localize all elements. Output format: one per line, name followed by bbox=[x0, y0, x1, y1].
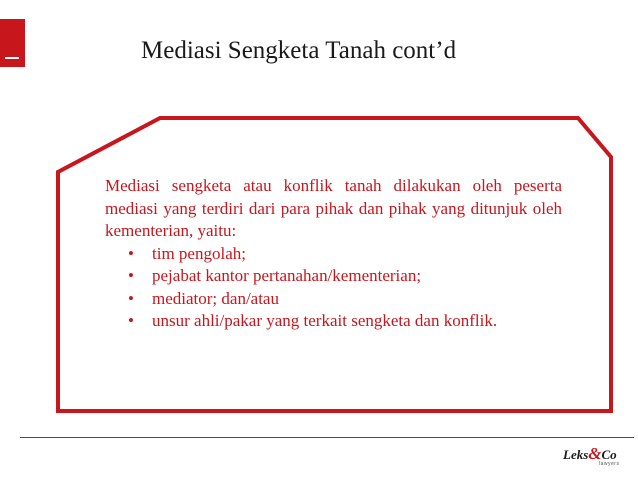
bullet-icon: • bbox=[128, 243, 134, 263]
list-item bbox=[105, 288, 562, 311]
logo-prefix: Leks bbox=[563, 447, 589, 462]
participant-list bbox=[105, 243, 562, 333]
company-logo bbox=[563, 444, 633, 472]
list-item bbox=[105, 310, 562, 333]
bullet-icon: • bbox=[128, 288, 134, 308]
list-item-text: pejabat kantor pertanahan/kementerian; bbox=[152, 266, 422, 285]
list-item-text: unsur ahli/pakar yang terkait sengketa dan konflik. bbox=[152, 311, 498, 330]
footer-divider bbox=[20, 437, 634, 438]
bullet-icon: • bbox=[128, 266, 134, 285]
list-item bbox=[105, 243, 562, 266]
bullet-icon: • bbox=[128, 311, 134, 330]
logo-suffix: Co bbox=[601, 447, 617, 462]
logo-tagline: lawyers bbox=[599, 461, 620, 467]
content-body bbox=[105, 175, 562, 333]
list-item-text: tim pengolah; bbox=[152, 243, 246, 263]
list-item-text: mediator; dan/atau bbox=[152, 288, 279, 308]
list-item bbox=[105, 265, 562, 288]
slide-title: Mediasi Sengketa Tanah cont’d bbox=[141, 37, 457, 64]
intro-paragraph: Mediasi sengketa atau konflik tanah dilakukan oleh peserta mediasi yang terdiri dari para pihak dan pihak yang ditunjuk oleh kementerian, yaitu: bbox=[105, 176, 562, 240]
logo-ampersand: & bbox=[588, 444, 602, 463]
